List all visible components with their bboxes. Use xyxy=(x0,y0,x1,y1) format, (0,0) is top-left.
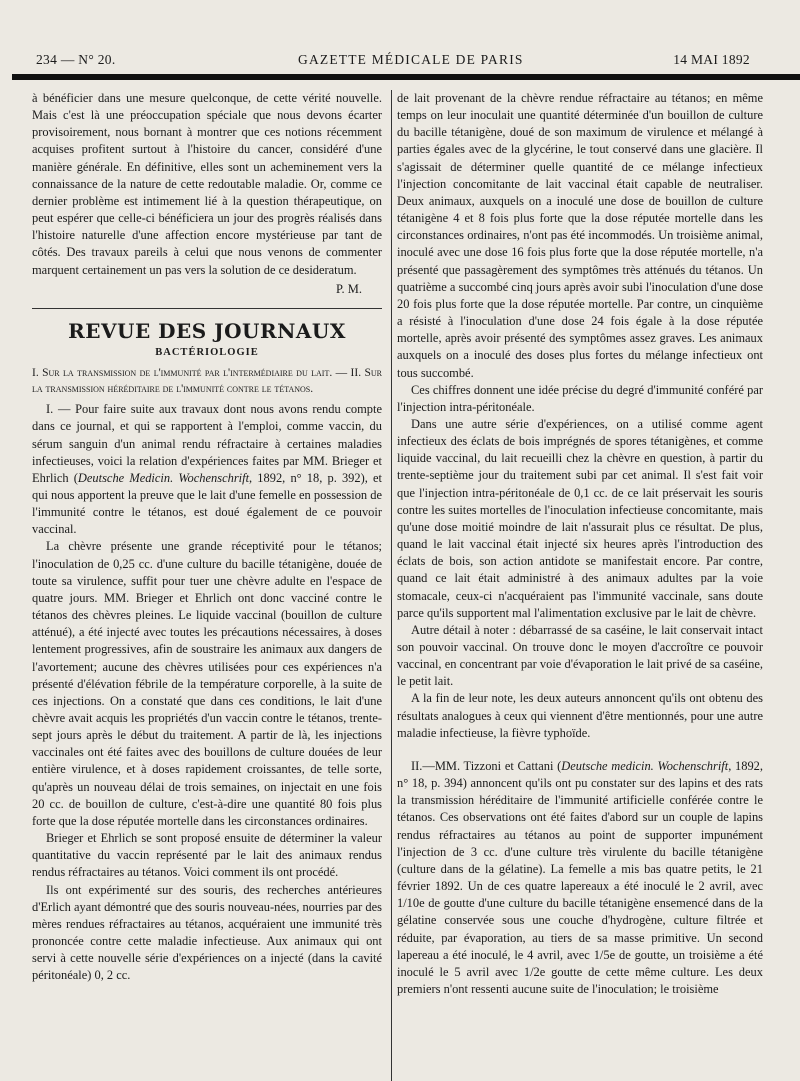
header-rule xyxy=(12,74,800,80)
paragraph: de lait provenant de la chèvre rendue réfractaire au tétanos; en même temps on leur inoculait une quantité déterminée d'un bouillon de culture du bacille tétanigène, doué de son maximum de virulence et mélangé à parties égales avec de la glycérine, le tout conservé dans une glacière. Il s'agissait de déterminer quelle quantité de ce mélange infectieux l'injection concomitante de lait vaccinal était capable de neutraliser. Deux animaux, auxquels on a inoculé une dose de bouillon de culture tétanigène 4 et 8 fois plus forte que la dose réputée mortelle dans les circonstances ordinaires, n'ont pas été incommodés. Un troisième animal, inoculé avec une dose 16 fois plus forte que la dose réputée mortelle, n'a présenté que passagèrement des symptômes très atténués du tétanos. Un quatrième a succombé cinq jours après avoir subi l'inoculation d'une dose 20 fois plus forte que la dose réputée mortelle. Par contre, un cinquième a résisté à l'inoculation d'une dose 24 fois égale à la dose réputée mortelle, après avoir présenté des symptômes assez graves. Les animaux auxquels on a inoculé des doses plus fortes du mélange infectieux ont tous succombé. xyxy=(397,91,763,380)
paragraph: La chèvre présente une grande réceptivité pour le tétanos; l'inoculation de 0,25 cc. d'une culture du bacille tétanigène, douée de toute sa virulence, suffit pour tuer une chèvre adulte en l'espace de quatre jours. MM. Brieger et Ehrlich ont donc vacciné contre le tétanos des chèvres pleines. Le liquide vaccinal (bouillon de culture atténué), a été injecté avec toutes les précautions nécessaires, à doses lentement progressives, afin de soustraire les animaux aux dangers de l'avortement; aucune des chèvres utilisées pour ces expériences n'a présenté d'élévation fébrile de la température corporelle, à la suite de ces injections. On a constaté que dans ces conditions, le lait d'une chèvre avait acquis les propriétés d'un vaccin contre le tétanos, trente-sept jours après le début du traitement. A partir de là, les injections vaccinales ont été faites avec des bouillons de culture douées de leur entière virulence, et à doses rapidement croissantes, de telle sorte, qu'après un nouveau délai de trois semaines, on injectait en une fois 20 cc. de bouillon de culture, c'est-à-dire une quantité 80 fois plus forte que la dose réputée mortelle dans les circonstances ordinaires. xyxy=(32,539,382,828)
paragraph: Ces chiffres donnent une idée précise du degré d'immunité conféré par l'injection intra-péritonéale. xyxy=(397,382,763,414)
left-column xyxy=(32,90,382,985)
paragraph: I. — Pour faire suite aux travaux dont nous avons rendu compte dans ce journal, et qui se rapportent à l'emploi, comme vaccin, du sérum sanguin d'un animal rendu réfractaire à certaines maladies infectieuses, voici la relation d'expériences faites par MM. Brieger et Ehrlich (Deutsche Medicin. Wochenschrift, 1892, n° 18, p. 392), et qui nous apportent la preuve que le lait d'une femelle en possession de l'immunité contre le tétanos, est doué également de ce pouvoir vaccinal. xyxy=(32,402,382,537)
section-rule xyxy=(32,308,382,309)
paragraph: Dans une autre série d'expériences, on a utilisé comme agent infectieux des éclats de bois imprégnés de spores tétanigènes, et comme liquide vaccinal, du lait recueilli chez la chèvre en question, à partir du trente-septième jour du traitement subi par cet animal. Il s'est fait voir que l'injection intra-péritonéale de 0,1 cc. de ce lait préservait les souris contre les suites mortelles de l'inoculation infectieuse concomitante, mais qu'une dose moitié moindre de lait n'assurait plus ce résultat. De plus, quand le lait vaccinal était injecté six heures après l'introduction des éclats de bois, son action antidote se manifestait encore. Par contre, quand ce lait était administré à des animaux adultes par la voie stomacale, ceux-ci n'acquéraient pas l'immunité vaccinale, sans doute parce qu'ils supportent mal l'alimentation exclusive par le lait de chèvre. xyxy=(397,416,763,620)
page-number: 234 — N° 20. xyxy=(36,52,116,67)
paragraph: II.—MM. Tizzoni et Cattani (Deutsche medicin. Wochenschrift, 1892, n° 18, p. 394) annoncent qu'ils ont pu constater sur des lapins et des rats la transmission héréditaire de l'immunité artificielle conférée contre le tétanos. Ces observations ont été faites d'abord sur un couple de lapins rendus réfractaires au tétanos au point de supporter impunément l'injection de 3 cc. d'une culture très virulente du bacille tétanigène (culture dans de la gélatine). La femelle a mis bas quatre petits, le 21 février 1892. Un de ces quatre lapereaux a été inoculé le 2 avril, avec 1/10e de goutte d'une culture du bacille tétanigène ensemencé dans de la gélatine conservée sous une couche d'hydrogène, culture filtrée et réduite, par évaporation, au tiers de sa masse primitive. Un second lapereau a été inoculé, le 4 avril, avec 1/5e de goutte, un troisième a été inoculé le 5 avril avec 1/2e goutte de cette même culture. Les deux premiers n'ont ressenti aucune suite de l'inoculation; le troisième xyxy=(397,758,763,996)
subsection-title: BACTÉRIOLOGIE xyxy=(155,347,259,359)
article-heading: I. Sur la transmission de l'immunité par l'intermédiaire du lait. — II. Sur la transmission héréditaire de l'immunité contre le tétanos. xyxy=(32,367,382,396)
signature: P. M. xyxy=(335,281,362,296)
journal-title: GAZETTE MÉDICALE DE PARIS xyxy=(298,52,524,67)
paragraph: Ils ont expérimenté sur des souris, des recherches antérieures d'Erlich ayant démontré que des souris nouveau-nées, nourries par des mères rendues réfractaires au tétanos, acquéraient une immunité très prononcée contre cette maladie infectieuse. Aux animaux qui ont servi à cette nouvelle série d'expériences on a injecté (dans la cavité péritonéale) 0, 2 cc. xyxy=(32,882,382,983)
journal-citation: Deutsche medicin. Wochenschrift xyxy=(561,758,729,773)
section-title: REVUE DES JOURNAUX xyxy=(68,318,346,343)
journal-citation: Deutsche Medicin. Wochenschrift xyxy=(77,470,250,485)
paragraph: Brieger et Ehrlich se sont proposé ensuite de déterminer la valeur quantitative du vaccin représenté par le lait des animaux rendus rendus réfractaires au tétanos. Voici comment ils ont procédé. xyxy=(32,831,382,880)
right-column xyxy=(397,90,763,998)
column-divider xyxy=(391,90,392,1081)
intro-paragraph: à bénéficier dans une mesure quelconque, de cette vérité nouvelle. Mais c'est là une préoccupation spéciale que nous devons écarter provisoirement, nous bornant à montrer que ces notions récemment acquises profitent surtout à l'histoire du cancer, considéré d'une manière générale. En définitive, elles sont un acheminement vers la connaissance de la nature de cette redoutable maladie. Or, comme ce dernier problème est intimement lié à la question thérapeutique, on peut espérer que celle-ci bénéficiera un jour des progrès réalisés dans l'histoire naturelle d'une affection encore mystérieuse par tant de côtés. Des travaux pareils à celui que nous venons de commenter marquent certainement un pas vers la solution de ce desideratum. xyxy=(32,91,382,277)
paragraph: Autre détail à noter : débarrassé de sa caséine, le lait conservait intact son pouvoir vaccinal. On trouve donc le moyen d'accroître ce pouvoir vaccinal, en concentrant par voie d'évaporation le lait privé de sa caséine, le petit lait. xyxy=(397,622,763,689)
paragraph: A la fin de leur note, les deux auteurs annoncent qu'ils ont obtenu des résultats analogues à ceux qui viennent d'être mentionnés, pour une autre maladie infectieuse, la fièvre typhoïde. xyxy=(397,691,763,740)
page-header xyxy=(36,52,780,72)
issue-date: 14 MAI 1892 xyxy=(673,52,750,67)
